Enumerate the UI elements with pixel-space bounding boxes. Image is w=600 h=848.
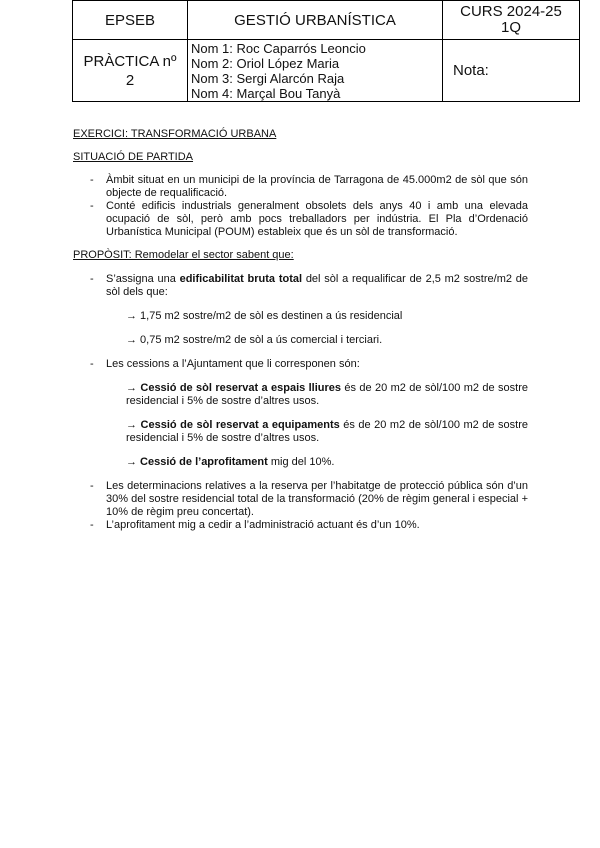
document-body <box>73 128 528 532</box>
buildability-pre: S’assigna una <box>106 273 180 285</box>
purpose-item-cessions: - Les cessions a l’Ajuntament que li corresponen són: <box>73 358 528 371</box>
cession-open-spaces <box>73 382 528 408</box>
purpose-item-profit: - L’aprofitament mig a cedir a l’administració actuant és d’un 10%. <box>73 519 528 532</box>
cession-open-spaces-text: és de 20 m2 de sòl/100 m2 de sostre residencial i 5% de sostre d’altres usos. <box>126 382 528 407</box>
names-cell <box>188 40 443 102</box>
practice-cell <box>73 40 188 102</box>
course-cell <box>443 1 580 40</box>
subject-cell: GESTIÓ URBANÍSTICA <box>188 1 443 40</box>
practice-number: 2 <box>125 71 135 89</box>
grade-cell: Nota: <box>443 40 580 102</box>
situation-list <box>73 174 528 239</box>
situation-heading: SITUACIÓ DE PARTIDA <box>73 151 194 163</box>
header-table <box>72 0 580 102</box>
buildability-bold: edificabilitat bruta total <box>179 273 303 285</box>
situation-item: - Àmbit situat en un municipi de la província de Tarragona de 45.000m2 de sòl que són objecte de requalificació. <box>73 174 528 200</box>
residential-use: → 1,75 m2 sostre/m2 de sòl es destinen a ús residencial <box>126 310 403 322</box>
cession-facilities <box>73 419 528 445</box>
purpose-heading: PROPÒSIT: Remodelar el sector sabent que: <box>73 249 294 261</box>
course-quarter: 1Q <box>500 19 521 36</box>
situation-item: - Conté edificis industrials generalment obsolets dels anys 40 i amb una elevada ocupació de sòl, però amb pocs treballadors per indústria. El Pla d’Ordenació Urbanística Municipal (POUM) estableix que és un sòl de transformació. <box>73 200 528 239</box>
purpose-list <box>73 273 528 299</box>
purpose-item-housing: - Les determinacions relatives a la reserva per l’habitatge de protecció pública són d’un 30% del sostre residencial total de la transformació (20% de règim general i especial + 10% de règim preu concertat). <box>73 480 528 519</box>
cession-open-spaces-bold: → Cessió de sòl reservat a espais lliures <box>126 382 342 394</box>
commercial-use: → 0,75 m2 sostre/m2 de sòl a ús comercial i terciari. <box>126 334 383 346</box>
student-name-3: Nom 3: Sergi Alarcón Raja <box>191 70 345 86</box>
final-list <box>73 480 528 532</box>
cession-facilities-text: és de 20 m2 de sòl/100 m2 de sostre residencial i 5% de sostre d’altres usos. <box>126 419 528 444</box>
exercise-title: EXERCICI: TRANSFORMACIÓ URBANA <box>73 128 277 140</box>
cession-facilities-bold: → Cessió de sòl reservat a equipaments <box>126 419 340 431</box>
purpose-item-buildability <box>73 273 528 299</box>
cession-profit-bold: → Cessió de l’aprofitament <box>126 456 268 468</box>
cessions-list <box>73 358 528 371</box>
school-cell: EPSEB <box>73 1 188 40</box>
buildability-post: del sòl a requalificar de 2,5 m2 sostre/m2 de sòl dels que: <box>106 273 528 298</box>
cession-profit <box>73 456 528 469</box>
course-year: CURS 2024-25 <box>460 3 562 20</box>
student-name-4: Nom 4: Marçal Bou Tanyà <box>191 85 341 101</box>
cession-profit-text: mig del 10%. <box>267 456 335 468</box>
student-name-1: Nom 1: Roc Caparrós Leoncio <box>191 40 366 56</box>
practice-label: PRÀCTICA nº <box>83 52 177 70</box>
student-name-2: Nom 2: Oriol López Maria <box>191 55 340 71</box>
